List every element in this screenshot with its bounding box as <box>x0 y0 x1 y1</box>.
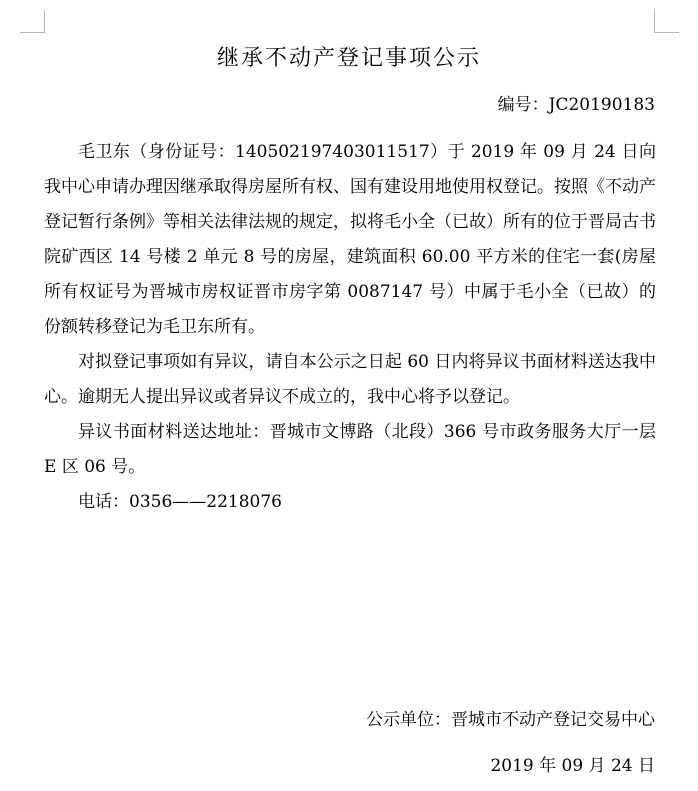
publisher-line: 公示单位：晋城市不动产登记交易中心 <box>366 710 655 730</box>
crop-mark-top-right <box>654 10 679 33</box>
paragraph-applicant: 毛卫东（身份证号：140502197403011517）于 2019 年 09 月 24 日向我中心申请办理因继承取得房屋所有权、国有建设用地使用权登记。按照《不动产登记暂行条例》等相关法律法规的规定，拟将毛小全（已故）所有的位于晋局古书院矿西区 14 号楼 2 单元 8 号的房屋，建筑面积 60.00 平方米的住宅一套(房屋所有权证号为晋城市房权证晋市房字第 0087147 号）中属于毛小全（已故）的份额转移登记为毛卫东所有。 <box>44 142 656 337</box>
paragraph-phone: 电话：0356——2218076 <box>78 492 282 512</box>
crop-mark-top-left <box>20 10 45 33</box>
paragraph-objection: 对拟登记事项如有异议，请自本公示之日起 60 日内将异议书面材料送达我中心。逾期无人提出异议或者异议不成立的，我中心将予以登记。 <box>44 352 656 407</box>
paragraph-address: 异议书面材料送达地址：晋城市文博路（北段）366 号市政务服务大厅一层 E 区 06 号。 <box>44 422 656 477</box>
document-body <box>44 135 656 520</box>
document-code: 编号：JC20190183 <box>497 95 655 115</box>
document-title: 继承不动产登记事项公示 <box>216 46 481 71</box>
date-line: 2019 年 09 月 24 日 <box>490 756 655 776</box>
